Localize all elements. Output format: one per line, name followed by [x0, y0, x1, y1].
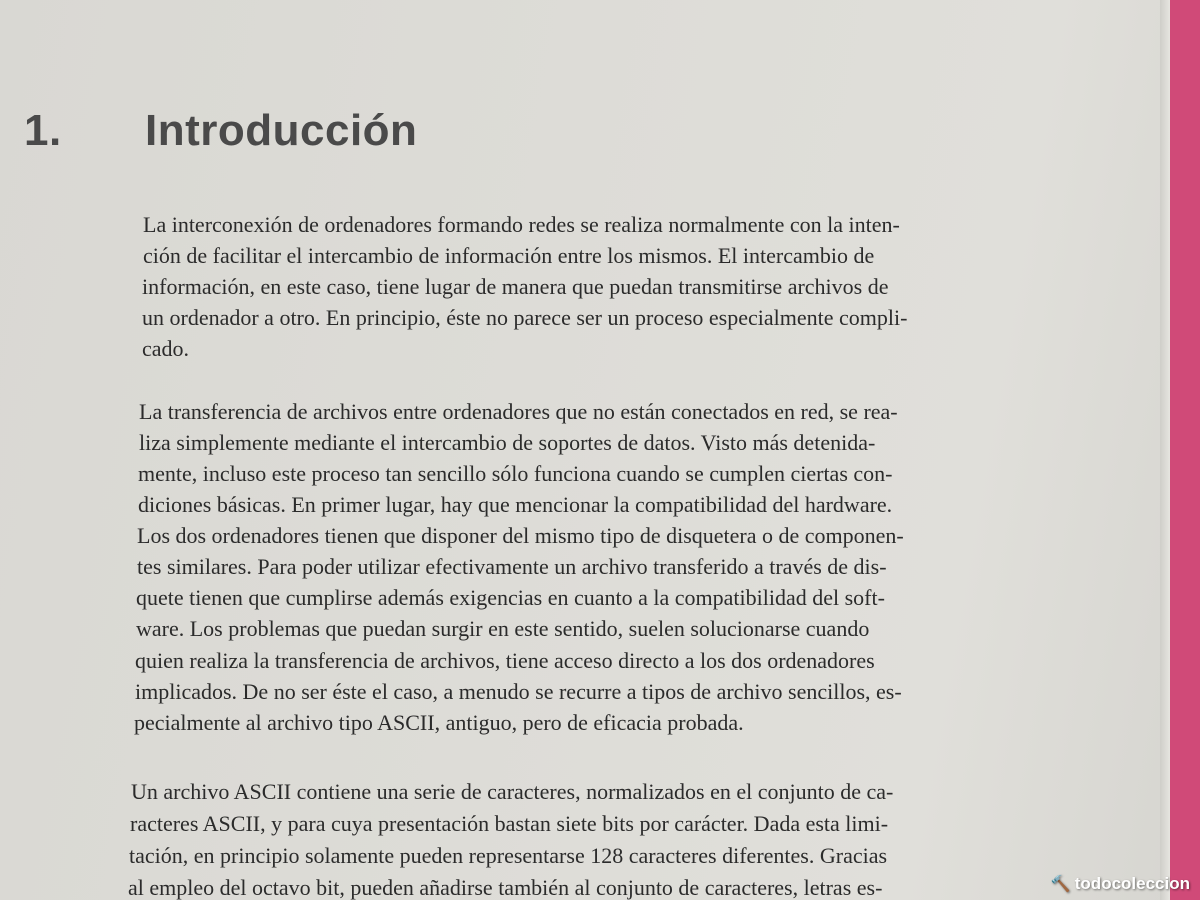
- text-line: ción de facilitar el intercambio de información entre los mismos. El intercambio de: [143, 243, 875, 268]
- text-line: ware. Los problemas que puedan surgir en este sentido, suelen solucionarse cuando: [136, 616, 870, 641]
- text-line: quien realiza la transferencia de archivos, tiene acceso directo a los dos ordenadores: [135, 648, 875, 673]
- text-line: diciones básicas. En primer lugar, hay que mencionar la compatibilidad del hardware.: [138, 492, 893, 517]
- text-line: un ordenador a otro. En principio, éste no parece ser un proceso especialmente compli-: [142, 305, 908, 330]
- text-line: Los dos ordenadores tienen que disponer del mismo tipo de disquetera o de componen-: [137, 523, 904, 548]
- watermark: [1051, 874, 1190, 894]
- text-line: racteres ASCII, y para cuya presentación bastan siete bits por carácter. Dada esta limi-: [130, 811, 889, 836]
- text-line: tes similares. Para poder utilizar efectivamente un archivo transferido a través de dis-: [137, 554, 887, 579]
- text-line: información, en este caso, tiene lugar de manera que puedan transmitirse archivos de: [142, 274, 889, 299]
- text-line: implicados. De no ser éste el caso, a menudo se recurre a tipos de archivo sencillos, es-: [135, 679, 902, 704]
- text-line: Un archivo ASCII contiene una serie de caracteres, normalizados en el conjunto de ca-: [131, 779, 894, 804]
- section-number: 1.: [24, 106, 62, 155]
- text-line: La transferencia de archivos entre ordenadores que no están conectados en red, se rea-: [139, 399, 898, 424]
- hammer-icon: 🔨: [1050, 876, 1071, 893]
- text-line: La interconexión de ordenadores formando redes se realiza normalmente con la inten-: [143, 212, 900, 237]
- text-line: quete tienen que cumplirse además exigencias en cuanto a la compatibilidad del soft-: [136, 585, 885, 610]
- text-line: tación, en principio solamente pueden representarse 128 caracteres diferentes. Gracias: [129, 843, 888, 868]
- text-line: mente, incluso este proceso tan sencillo sólo funciona cuando se cumplen ciertas con-: [138, 461, 893, 486]
- text-line: liza simplemente mediante el intercambio de soportes de datos. Visto más detenida-: [139, 430, 876, 455]
- page-edge: [1160, 0, 1170, 900]
- text-line: cado.: [142, 336, 190, 361]
- text-line: pecialmente al archivo tipo ASCII, antiguo, pero de eficacia probada.: [134, 710, 744, 735]
- section-title: Introducción: [145, 106, 418, 155]
- watermark-text: todocoleccion: [1074, 874, 1190, 893]
- text-line: al empleo del octavo bit, pueden añadirse también al conjunto de caracteres, letras es-: [128, 875, 883, 900]
